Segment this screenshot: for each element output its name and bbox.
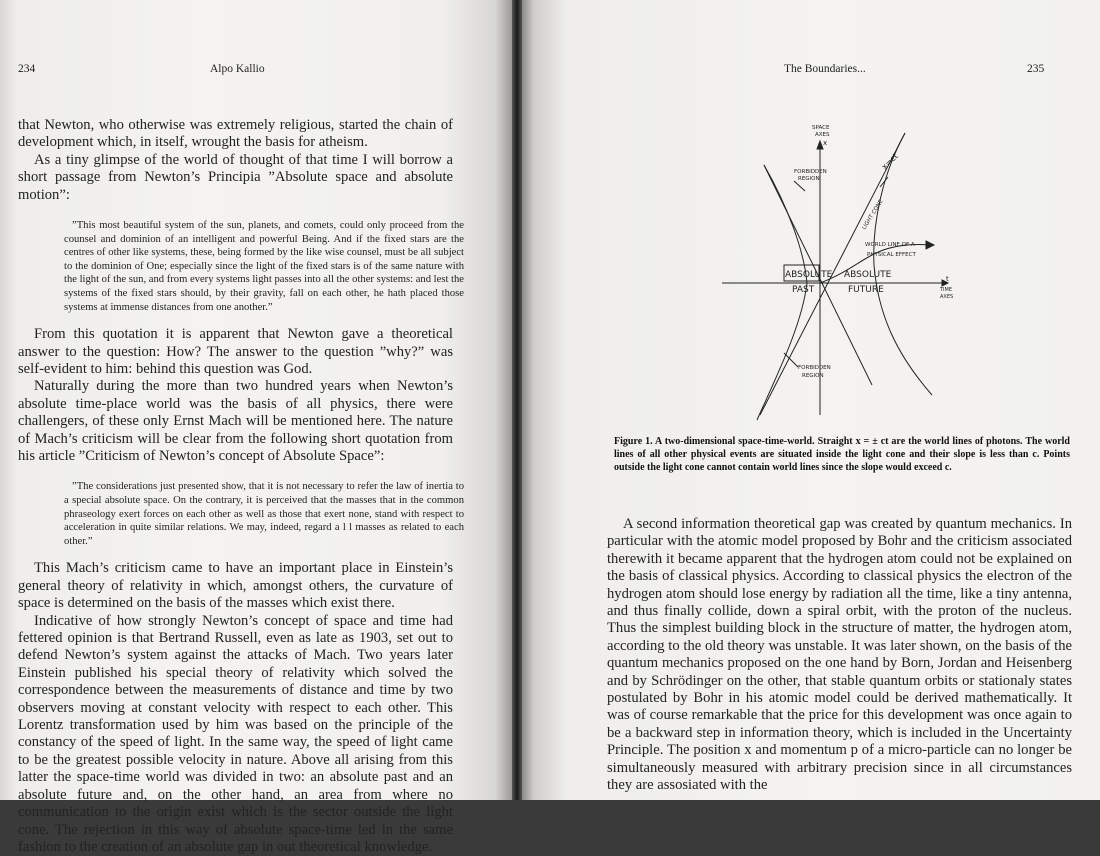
absolute-past-label-2: PAST	[792, 285, 815, 295]
mach-quote	[64, 480, 464, 548]
world-line-label: WORLD LINE OF A	[865, 242, 915, 248]
absolute-future-label-2: FUTURE	[848, 285, 884, 295]
quote-text: ”This most beautiful system of the sun, planets, and comets, could only proceed from the counsel and dominion of an intelligent and powerful Being. And if the fixed stars are the centres of other like systems, these, being formed by the like wise counsel, must be all subject to the dominion of One; especially since the light of the fixed stars is of the same nature with the light of the sun, and from every systems light passes into all the other systems: and lest the systems of the fixed stars should, by their gravity, fall on each other, he hath placed those systems at immense distances from one another.”	[64, 220, 464, 313]
space-axes-label-2: AXES	[815, 132, 830, 138]
forbidden-region-bottom-label-2: REGION	[802, 373, 824, 379]
left-page-number: 234	[18, 63, 36, 75]
book-gutter	[512, 0, 522, 800]
x-equals-ct-label: x=ct	[879, 151, 900, 172]
newton-quote	[64, 219, 464, 314]
t-axis-symbol: t	[946, 275, 949, 283]
forbidden-region-bottom-label: FORBIDDEN	[798, 365, 831, 371]
light-cone-label: LIGHT CONE	[861, 198, 885, 231]
absolute-future-label: ABSOLUTE	[844, 270, 892, 280]
paragraph: This Mach’s criticism came to have an important place in Einstein’s general theory of relativity in which, amongst others, the curvature of space is determined on the basis of the masses which exist there.	[18, 560, 453, 612]
absolute-past-label: ABSOLUTE	[785, 270, 833, 280]
world-line-label-2: PHYSICAL EFFECT	[867, 252, 916, 258]
paragraph: Indicative of how strongly Newton’s concept of space and time had fettered opinion is that Bertrand Russell, even as late as 1903, set out to defend Newton’s system against the attacks of Mach. Two years later Einstein published his special theory of relativity which solved the correspondence between the measurements of distance and time by two observers moving at constant velocity with respect to each other. This Lorentz transformation used by him was based on the principle of the constancy of the speed of light. In the same way, the speed of light came to be the greatest possible velocity in nature. Above all arising from this latter the space-time world was divided in two: an absolute past and an absolute future and, on the other hand, an area from where no communication to the origin exist which is the sector outside the light cone. The rejection in this way of absolute space-time led in the same fashion to the creation of an absolute gap in out theoretical knowledge.	[18, 612, 453, 855]
forbidden-region-top-label-2: REGION	[798, 176, 820, 182]
paragraph: Naturally during the more than two hundred years when Newton’s absolute time-place world was the basis of all physics, there were challengers, of these only Ernst Mach will be mentioned here. The nature of Mach’s criticism will be clear from the following short quotation from his article ”Criticism of Newton’s concept of Absolute Space”:	[18, 378, 453, 465]
left-running-head: Alpo Kallio	[210, 63, 265, 75]
paragraph: that Newton, who otherwise was extremely religious, started the chain of development which, in itself, wrought the basis for atheism.	[18, 117, 453, 151]
paragraph: A second information theoretical gap was created by quantum mechanics. In particular with the atomic model proposed by Bohr and the criticism associated therewith it became apparent that the hydrogen atom could not be explained on the basis of classical physics. According to classical physics the electron of the hydrogen atom should lose energy by radiation all the time, like a tiny antenna, and thus finally collide, down a spiral orbit, with the proton of the nucleus. Thus the simplest building block in the structure of matter, the hydrogen atom, according to the old theory was unstable. It was later shown, on the basis of the quantum mechanics proposed on the one hand by Born, Jordan and Heisenberg and by Schrödinger on the other, that stable quantum orbits or stationaly states postulated by Bohr in his atomic model could be derived mathematically. It was of course remarkable that the price for this development was once again to be a backward step in information theory, which is included in the Uncertainty Principle. The position x and momentum p of a micro-particle can no longer be simultaneously measured with arbitrary precision since in all circumstances they are assosiated with the	[607, 516, 1072, 794]
world-line-arrow	[926, 241, 934, 249]
right-page-number: 235	[1027, 63, 1045, 75]
paragraph: From this quotation it is apparent that Newton gave a theoretical answer to the question: How? The answer to the question ”why?” was self-evident to him: behind this question was God.	[18, 326, 453, 377]
paragraph: As a tiny glimpse of the world of thought of that time I will borrow a short passage from Newton’s Principia ”Absolute space and absolute motion”:	[18, 151, 453, 203]
time-axes-label: TIME	[940, 287, 953, 293]
forbidden-top-pointer	[794, 181, 805, 191]
space-axes-label: SPACE	[812, 125, 830, 131]
right-running-head: The Boundaries...	[784, 63, 866, 75]
right-page	[522, 0, 1100, 800]
time-axes-label-2: AXES	[940, 294, 954, 300]
figure-caption: Figure 1. A two-dimensional space-time-world. Straight x = ± ct are the world lines of photons. The world lines of all other physical events are situated inside the light cone and their slope is less than c. Points outside the light cone cannot contain world lines since the slope would exceed c.	[614, 436, 1070, 474]
left-page-text	[18, 117, 464, 856]
space-time-diagram	[702, 115, 972, 425]
quote-text: ”The considerations just presented show, that it is not necessary to refer the law of inertia to a special absolute space. On the contrary, it is perceived that the masses that in the common phraseology exert forces on each other as well as those that exert none, stand with respect to acceleration in quite similar relations. We may, indeed, regard a l l masses as related to each other.”	[64, 481, 464, 547]
x-axis-symbol: x	[823, 139, 828, 147]
right-page-text	[607, 516, 1072, 795]
right-boundary-curve	[874, 133, 932, 395]
left-page	[0, 0, 512, 855]
forbidden-region-top-label: FORBIDDEN	[794, 169, 827, 175]
